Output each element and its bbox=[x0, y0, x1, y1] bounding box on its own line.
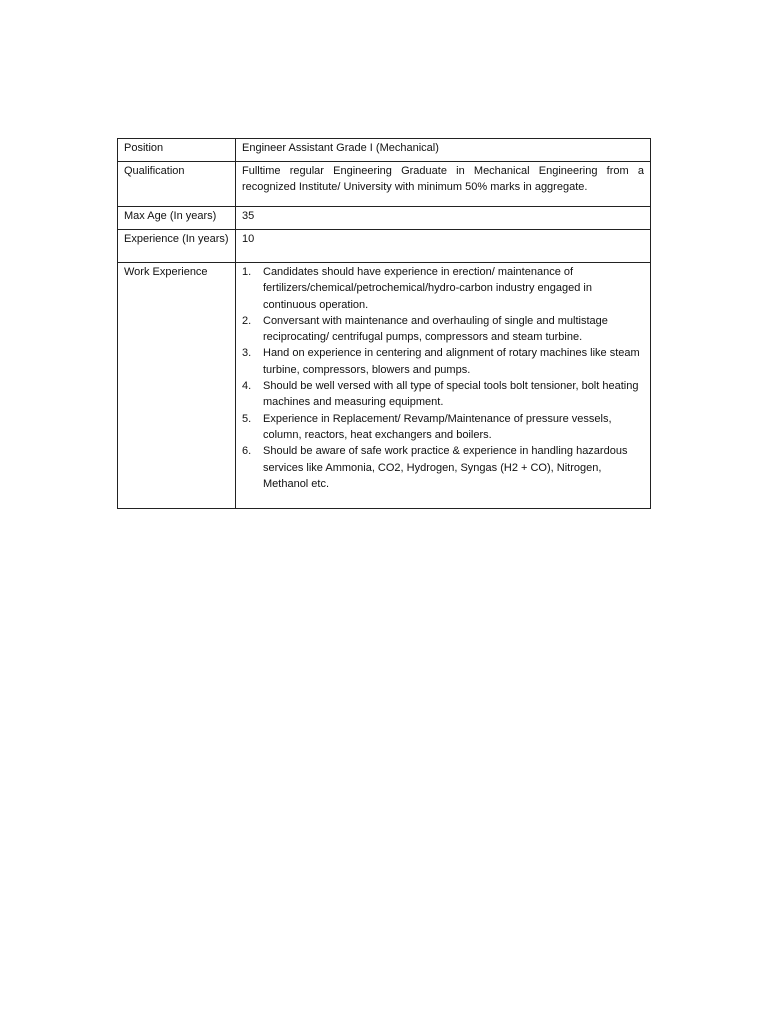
position-value: Engineer Assistant Grade I (Mechanical) bbox=[236, 139, 651, 162]
list-item bbox=[242, 345, 644, 378]
list-item bbox=[242, 443, 644, 492]
list-item-text: Should be aware of safe work practice & experience in handling hazardous services like Ammonia, CO2, Hydrogen, Syngas (H2 + CO), Nitrogen, Methanol etc. bbox=[263, 445, 628, 490]
list-item-number: 3. bbox=[242, 347, 252, 360]
max-age-value: 35 bbox=[236, 207, 651, 230]
table-row-qualification bbox=[118, 162, 651, 207]
experience-label: Experience (In years) bbox=[118, 230, 236, 263]
list-item-text: Candidates should have experience in erection/ maintenance of fertilizers/chemical/petrochemical/hydro-carbon industry engaged in continuous operation. bbox=[263, 266, 592, 311]
max-age-label: Max Age (In years) bbox=[118, 207, 236, 230]
work-experience-label: Work Experience bbox=[118, 263, 236, 509]
list-item-text: Conversant with maintenance and overhauling of single and multistage reciprocating/ centrifugal pumps, compressors and steam turbine. bbox=[263, 314, 608, 344]
list-item bbox=[242, 378, 644, 411]
list-item-number: 2. bbox=[242, 314, 252, 327]
job-spec-table bbox=[117, 138, 651, 509]
qualification-label: Qualification bbox=[118, 162, 236, 207]
table-row-experience bbox=[118, 230, 651, 263]
list-item bbox=[242, 264, 644, 313]
list-item-text: Experience in Replacement/ Revamp/Maintenance of pressure vessels, column, reactors, heat exchangers and boilers. bbox=[263, 412, 612, 441]
table-row-work-experience bbox=[118, 263, 651, 509]
position-label: Position bbox=[118, 139, 236, 162]
qualification-value: Fulltime regular Engineering Graduate in Mechanical Engineering from a recognized Institute/ University with minimum 50% marks in aggregate. bbox=[236, 162, 651, 207]
list-item bbox=[242, 313, 644, 346]
list-item-number: 6. bbox=[242, 445, 252, 458]
list-item bbox=[242, 411, 644, 444]
work-experience-value bbox=[236, 263, 651, 509]
list-item-text: Should be well versed with all type of special tools bolt tensioner, bolt heating machines and measuring equipment. bbox=[263, 380, 639, 409]
table-row-position bbox=[118, 139, 651, 162]
work-experience-list bbox=[242, 264, 644, 492]
table-row-max-age bbox=[118, 207, 651, 230]
experience-value: 10 bbox=[236, 230, 651, 263]
list-item-number: 1. bbox=[242, 266, 252, 278]
list-item-number: 4. bbox=[242, 380, 252, 393]
list-item-number: 5. bbox=[242, 412, 252, 425]
list-item-text: Hand on experience in centering and alignment of rotary machines like steam turbine, compressors, blowers and pumps. bbox=[263, 347, 640, 376]
